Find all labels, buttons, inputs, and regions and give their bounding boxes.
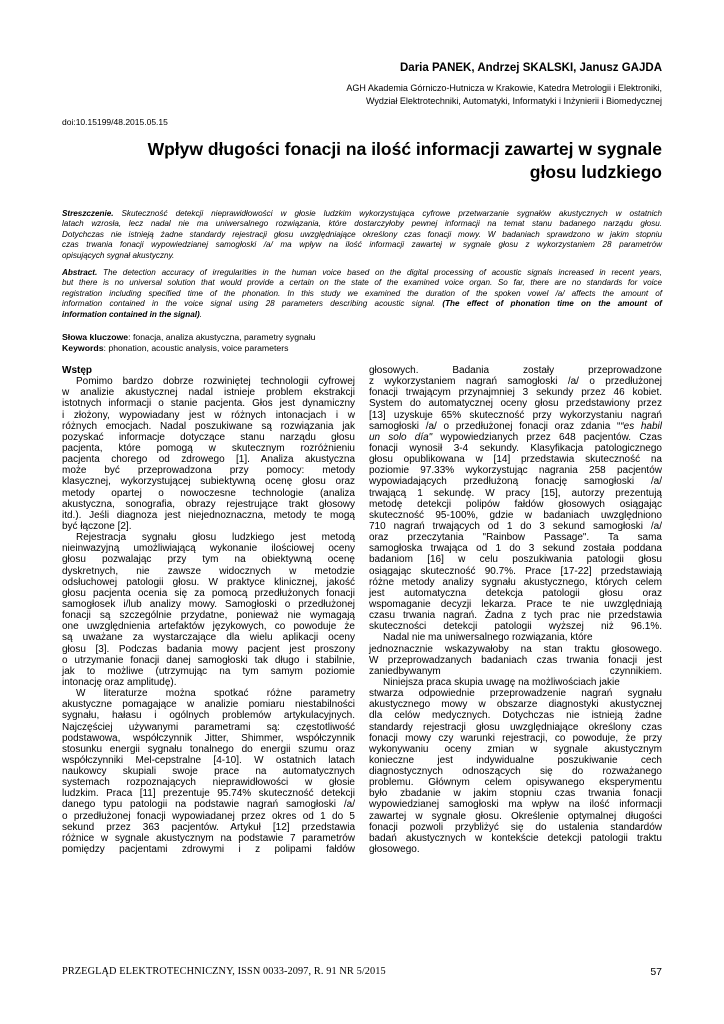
left-column bbox=[62, 365, 355, 855]
streszczenie-line: opisujących sygnał akustyczny. bbox=[62, 250, 175, 260]
body-line: konieczne jest indywidualne poszukiwanie cech bbox=[369, 754, 662, 766]
body-line: w analizie akustycznej nadal istnieje problem ekstrakcji bbox=[62, 387, 355, 399]
body-line: metodę detekcji polipów fałdów głosowych osiągając bbox=[369, 498, 662, 510]
section-heading: Wstęp bbox=[62, 365, 92, 376]
abstract-line bbox=[62, 310, 662, 320]
body-line: jak to możliwe (utrzymując na tym samym poziomie bbox=[62, 665, 355, 677]
body-line: odsłuchowej patologii głosu. W praktyce klinicznej, jakość bbox=[62, 576, 355, 588]
abstract-label: Abstract. bbox=[62, 268, 98, 277]
body-line: klasycznej, wykorzystującej subiektywną ocenę głosu oraz bbox=[62, 476, 355, 488]
body-line: one uwzględnienia artefaktów językowych, co powoduje że bbox=[62, 621, 355, 633]
body-text: wypowiedzianych przez 648 pacjentów. Czas bbox=[432, 431, 662, 443]
body-line: może być przeprowadzona przy pomocy: metody bbox=[62, 465, 355, 477]
body-line: zaniedbywanym czynnikiem. bbox=[369, 665, 662, 677]
body-line: skuteczność 95-100%, gdzie w badaniach uwzględniono bbox=[369, 509, 662, 521]
body-line: oraz przeczytania "Rainbow Passage". Ta sama bbox=[369, 532, 662, 544]
abstract-line bbox=[62, 268, 662, 278]
paper-title bbox=[62, 138, 662, 183]
streszczenie-line bbox=[62, 209, 662, 219]
right-column bbox=[369, 365, 662, 855]
streszczenie-line: Dotychczas nie istnieją żadne standardy rejestracji głosu uwzględniające określony czas fonacji mowy. W badaniach sprawdzono w jakim stopniu bbox=[62, 229, 662, 239]
body-line: sekund przez 363 pacjentów. Artykuł [12] przedstawia bbox=[62, 821, 355, 833]
body-line: wspomaganie decyzji lekarza. Prace te nie uwzględniają bbox=[369, 598, 662, 610]
affiliation bbox=[346, 82, 662, 107]
streszczenie-label: Streszczenie. bbox=[62, 209, 114, 218]
journal-footer: PRZEGLĄD ELEKTROTECHNICZNY, ISSN 0033-2097, R. 91 NR 5/2015 bbox=[62, 966, 386, 977]
authors: Daria PANEK, Andrzej SKALSKI, Janusz GAJDA bbox=[400, 62, 662, 74]
body-line: skuteczności detekcji patologii wyższej niż 96.1%. bbox=[369, 621, 662, 633]
keywords-en-label: Keywords bbox=[62, 342, 104, 353]
body-line: pacjenta, które pomogą w skutecznym rozróżnieniu bbox=[62, 442, 355, 454]
body-line: fonacji wynosił 3-4 sekundy. Klasyfikacja patologicznego bbox=[369, 442, 662, 454]
body-line: fonacji mowy czy warunki rejestracji, co powoduje, że przy bbox=[369, 732, 662, 744]
abstract-text: The detection accuracy of irregularities in the human voice based on the digital processing of acoustic signals increased in recent years, bbox=[97, 268, 662, 277]
spanish-phrase: un solo día" bbox=[369, 431, 433, 443]
abstract-english-title: (The effect of phonation time on the amount of bbox=[442, 299, 662, 309]
body-line: o utrzymanie fonacji danej samogłoski tak długo i stabilnie, bbox=[62, 654, 355, 666]
body-line: fonacji są szczególnie przydatne, ponieważ nie wymagają bbox=[62, 610, 355, 622]
body-line: Pomimo bardzo dobrze rozwiniętej technologii cyfrowej bbox=[76, 376, 355, 388]
body-line: głosowego. bbox=[369, 844, 420, 856]
body-line: Nadal nie ma uniwersalnego rozwiązania, które bbox=[383, 632, 593, 644]
body-line: głosu pacjenta ocenia się za pomocą przedłużonych fonacji bbox=[62, 587, 355, 599]
body-line: badaniom [16] w celu poszukiwania patologii głosu bbox=[369, 554, 662, 566]
affiliation-line: AGH Akademia Górniczo-Hutnicza w Krakowie, Katedra Metrologii i Elektroniki, bbox=[346, 83, 662, 93]
body-line: czasu trwania nagrań. Żadna z tych prac nie przedstawia bbox=[369, 610, 662, 622]
body-line: jednoznacznie wskazywałoby na stan traktu głosowego. bbox=[369, 643, 662, 655]
body-line: było zbadanie w jakim stopniu czas trwania fonacji bbox=[369, 788, 662, 800]
body-line: samogłosek i/lub analizy mowy. Samogłoski o przedłużonej bbox=[62, 598, 355, 610]
body-line: głosu [3]. Podczas badania mowy pacjent jest proszony bbox=[62, 643, 355, 655]
body-line: trwającą 1 sekundę. W pracy [15], autorzy prezentują bbox=[369, 487, 662, 499]
body-line: głosowych. Badania zostały przeprowadzone bbox=[369, 365, 662, 376]
body-line: itd.). Jeśli diagnoza jest niejednoznaczna, metody te mogą bbox=[62, 509, 355, 521]
keywords-pl bbox=[62, 332, 316, 343]
keywords-pl-label: Słowa kluczowe bbox=[62, 332, 129, 342]
abstract-line bbox=[62, 299, 662, 309]
body-line: problemu. Głównym celem opisywanego eksperymentu bbox=[369, 777, 662, 789]
body-line: różne metody analizy sygnału akustycznego, których celem bbox=[369, 576, 662, 588]
body-line: naukowcy skupiali swoje prace na automatycznych bbox=[62, 766, 355, 778]
affiliation-line: Wydział Elektrotechniki, Automatyki, Informatyki i Inżynierii i Biomedycznej bbox=[365, 95, 662, 106]
body-line: różnice w sygnale akustycznym na podstawie 7 parametrów bbox=[62, 832, 355, 844]
body-line: intonację oraz amplitudę). bbox=[62, 676, 177, 688]
body-line bbox=[369, 432, 662, 443]
streszczenie bbox=[62, 209, 662, 261]
body-line: danego typu patologii na podstawie nagrań samogłoski /a/ bbox=[62, 799, 355, 811]
body-line: akustycznego mowy w obszarze diagnostyki akustycznej bbox=[369, 699, 662, 711]
body-line: głosu pozwalając przy tym na obiektywną ocenę bbox=[62, 554, 355, 566]
spanish-phrase: “es habil bbox=[620, 420, 662, 432]
body-line: wypowiedzianej samogłoski ma wpływ na ilość informacji bbox=[369, 799, 662, 811]
body-line: ludzkim. Praca [11] prezentuje 95.74% skuteczność detekcji bbox=[62, 788, 355, 800]
page-number: 57 bbox=[650, 966, 662, 978]
abstract-english-title: information contained in the signal) bbox=[62, 309, 200, 319]
keywords-pl-text: : fonacja, analiza akustyczna, parametry sygnału bbox=[128, 332, 316, 342]
body-line: pacjenta chorego od zdrowego [1]. Analiza akustyczna bbox=[62, 454, 355, 466]
body-line: być łączone [2]. bbox=[62, 520, 132, 532]
body-line: samogłoska trwająca od 1 do 3 sekund została poddana bbox=[369, 543, 662, 555]
body-line: dla celów medycznych. Dotychczas nie istnieją żadne bbox=[369, 710, 662, 722]
body-line: systemach rozpoznających nieprawidłowości w głosie bbox=[62, 777, 355, 789]
body-line bbox=[369, 421, 662, 432]
body-line: Rejestracja sygnału głosu ludzkiego jest metodą bbox=[76, 532, 355, 544]
doi: doi:10.15199/48.2015.05.15 bbox=[62, 117, 168, 127]
body-line: akustyczna, sonografia, obrazy rejestrujące trakt głosowy bbox=[62, 498, 355, 510]
body-line: różnych emocjach. Nadal poszukiwane są rozwiązania jak bbox=[62, 420, 355, 432]
body-line: istotnych informacji o stanie pacjenta. Głos jest dynamiczny bbox=[62, 398, 355, 410]
body-line: standardy rejestracji głosu uwzględniające określony czas bbox=[369, 721, 662, 733]
abstract-line: but there is no universal solution that would provide a certain on the state of the examined voice organ. So far, there are no standards for voice bbox=[62, 278, 662, 288]
body-line: pozyskać informacje dotyczące stanu narządu głosu bbox=[62, 431, 355, 443]
body-line: diagnostycznych odnoszących się do rozważanego bbox=[369, 766, 662, 778]
body-line: [13] uzyskuje 65% skuteczność przy wykorzystaniu nagrań bbox=[369, 409, 662, 421]
body-line: sygnału, hałasu i ogólnych problemów artykulacyjnych. bbox=[62, 710, 355, 722]
body-line: osiągając skuteczność 90.7%. Prace [17-22] przedstawiają bbox=[369, 565, 662, 577]
abstract-text: information contained in the voice signal using 28 parameters describing acoustic signal. bbox=[62, 299, 443, 309]
keywords-en bbox=[62, 343, 316, 354]
title-line: głosu ludzkiego bbox=[529, 161, 662, 182]
body-line: fonacji trwającym przynajmniej 3 sekundy przez 46 kobiet. bbox=[369, 387, 662, 399]
body-line: jest automatyczna detekcja patologii głosu oraz bbox=[369, 587, 662, 599]
abstract-line: registration including specified time of the phonation. In this study we examined the duration of the spoken vowel /a/ affects the amount of bbox=[62, 288, 662, 298]
body-line: głosu opublikowana w [14] przedstawia skuteczność na bbox=[369, 454, 662, 466]
body-line: fonacji pozwoli przybliżyć się do ustalenia standardów bbox=[369, 821, 662, 833]
body-line: wykonywaniu oceny zmian w sygnale akustycznym bbox=[369, 743, 662, 755]
body-line: akustyczne pomagające w analizie pomiaru niestabilności bbox=[62, 699, 355, 711]
body-line: zawartej w sygnale głosu. Określenie optymalnej długości bbox=[369, 810, 662, 822]
body-line: wypowiadających przedłużoną fonację samogłoski /a/ bbox=[369, 476, 662, 488]
body-line: z wykorzystaniem nagrań samogłoski /a/ o przedłużonej bbox=[369, 376, 662, 388]
body-line: W przeprowadzanych badaniach czas trwania fonacji jest bbox=[369, 654, 662, 666]
body-line: System do automatycznej oceny głosu przedstawiony przez bbox=[369, 398, 662, 410]
body-line: podstawowa, współczynnik Jitter, Shimmer, współczynnik bbox=[62, 732, 355, 744]
body-line: są uważane za wystarczające dla wielu aplikacji oceny bbox=[62, 632, 355, 644]
abstract bbox=[62, 268, 662, 320]
body-line: stosunku energii sygnału tonalnego do energii szumu oraz bbox=[62, 743, 355, 755]
body-line: poziomie 97.33% wykorzystując nagrania 258 pacjentów bbox=[369, 465, 662, 477]
title-line: Wpływ długości fonacji na ilość informacji zawartej w sygnale bbox=[147, 139, 662, 159]
body-line: 710 nagrań trwających od 1 do 3 sekund samogłoski /a/ bbox=[369, 520, 662, 532]
body-line: Niniejsza praca skupia uwagę na możliwościach jakie bbox=[383, 676, 620, 688]
body-line: współczynniki Mel-cepstralne [4-10]. W ostatnich latach bbox=[62, 754, 355, 766]
body-line: metody opartej o nowoczesne technologie (analiza bbox=[62, 487, 355, 499]
body-line: W literaturze można spotkać różne parametry bbox=[76, 688, 355, 700]
body-line: o przedłużonej fonacji wypowiadanej przez okres od 1 do 5 bbox=[62, 810, 355, 822]
keywords-en-text: : phonation, acoustic analysis, voice parameters bbox=[103, 342, 289, 353]
body-line: stwarza odpowiednie przeprowadzenie nagrań sygnału bbox=[369, 688, 662, 700]
body-line: Najczęściej używanymi parametrami są: częstotliwość bbox=[62, 721, 355, 733]
body-line: pomiędzy pacjentami zdrowymi i z polipami fałdów bbox=[62, 844, 355, 856]
abstract-text: . bbox=[199, 309, 202, 319]
body-line: dyskretnych, nie zawsze widocznych w metodzie bbox=[62, 565, 355, 577]
keywords bbox=[62, 332, 316, 353]
body-line: badań akustycznych w kontekście detekcji patologii traktu bbox=[369, 832, 662, 844]
streszczenie-line: latach wzrosła, lecz nadal nie ma uniwersalnego rozwiązania, które dostarczyłoby pewnej informacji na temat stanu badanego narządu głosu. bbox=[62, 219, 662, 229]
streszczenie-line: czas trwania fonacji wypowiedzianej samogłoski /a/ ma wpływ na ilość informacji zawartej w sygnale głosu z wykorzystaniem 28 parametrów bbox=[62, 240, 662, 250]
body-line: nieinwazyjną umożliwiającą wykonanie ilościowej oceny bbox=[62, 543, 355, 555]
streszczenie-text: Skuteczność detekcji nieprawidłowości w głosie ludzkim wykorzystująca cyfrowe przetwarzanie sygnałów akustycznych w ostatnich bbox=[113, 209, 662, 218]
body-text: samogłoski /a/ o przedłużonej fonacji oraz zdania “ bbox=[369, 420, 621, 432]
body-line: i złożony, wypowiadany jest w różnych intonacjach i w bbox=[62, 409, 355, 421]
